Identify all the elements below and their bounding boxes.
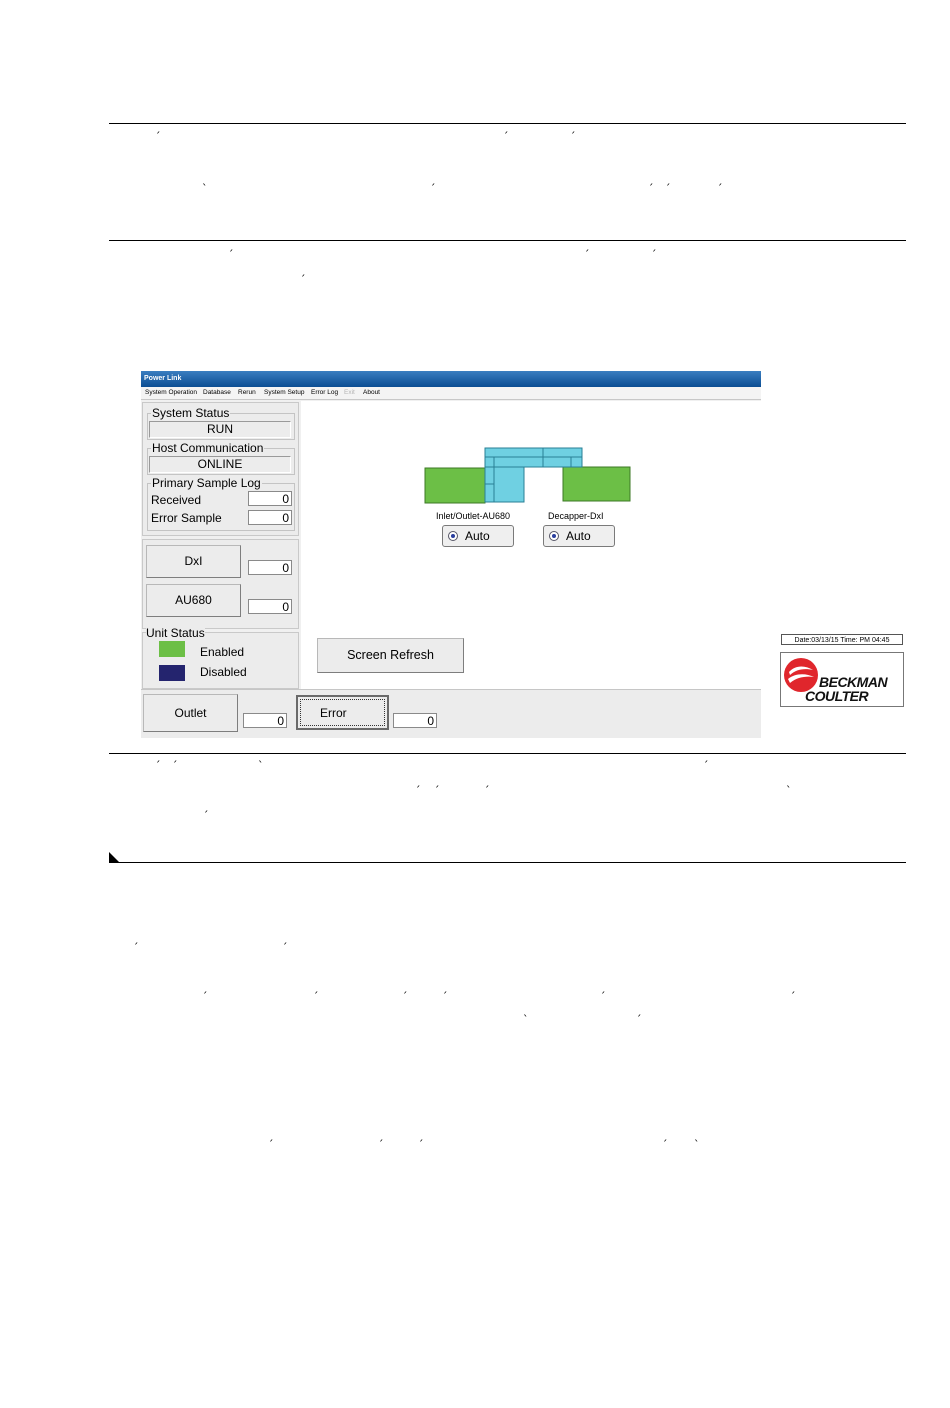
au680-button[interactable]: AU680 <box>146 584 241 617</box>
menu-exit: Exit <box>344 389 355 396</box>
tone-mark: ˋ <box>694 1138 700 1151</box>
units-panel <box>142 539 299 629</box>
error-sample-count: 0 <box>248 510 292 525</box>
inlet-mode-label: Auto <box>465 529 490 543</box>
decapper-auto-button[interactable] <box>543 525 615 547</box>
status-panel <box>142 402 299 536</box>
tone-mark: ˊ <box>172 759 178 772</box>
tone-mark: ˊ <box>378 1138 384 1151</box>
rule-line-4 <box>109 862 906 863</box>
inlet-outlet-auto-button[interactable] <box>442 525 514 547</box>
tone-mark: ˊ <box>415 784 421 797</box>
tone-mark: ˊ <box>665 182 671 195</box>
tone-mark: ˊ <box>228 248 234 261</box>
beckman-coulter-logo <box>780 652 904 707</box>
menu-bar <box>141 387 761 400</box>
tone-mark: ˊ <box>133 941 139 954</box>
tone-mark: ˊ <box>662 1138 668 1151</box>
unit-status-panel <box>142 626 299 689</box>
error-sample-label: Error Sample <box>151 511 222 525</box>
tone-mark: ˊ <box>282 941 288 954</box>
date-time-display: Date:03/13/15 Time: PM 04:45 <box>781 634 903 645</box>
inlet-radio-icon <box>448 531 458 541</box>
enabled-label: Enabled <box>200 645 245 659</box>
menu-database[interactable]: Database <box>203 389 231 396</box>
unit-status-title: Unit Status <box>146 626 205 640</box>
tone-mark: ˊ <box>600 990 606 1003</box>
tone-mark: ˋ <box>786 784 792 797</box>
tone-mark: ˊ <box>484 784 490 797</box>
error-button[interactable]: Error <box>296 695 389 730</box>
tone-mark: ˊ <box>402 990 408 1003</box>
section-corner-mark <box>109 852 120 863</box>
window-title: Power Link <box>144 375 182 382</box>
host-communication-title: Host Communication <box>152 441 264 455</box>
tone-mark: ˊ <box>442 990 448 1003</box>
logo-text-line1: BECKMAN <box>819 674 888 690</box>
tone-mark: ˊ <box>584 248 590 261</box>
tone-mark: ˊ <box>203 809 209 822</box>
tone-mark: ˊ <box>503 130 509 143</box>
system-status-value: RUN <box>149 421 291 438</box>
tone-mark: ˋ <box>523 1013 529 1026</box>
screen-refresh-button[interactable]: Screen Refresh <box>317 638 464 673</box>
tone-mark: ˊ <box>790 990 796 1003</box>
system-status-group <box>147 406 295 440</box>
tone-mark: ˋ <box>258 759 264 772</box>
decapper-module <box>563 467 630 501</box>
tone-mark: ˊ <box>434 784 440 797</box>
tone-mark: ˊ <box>268 1138 274 1151</box>
tone-mark: ˊ <box>570 130 576 143</box>
menu-error-log[interactable]: Error Log <box>311 389 339 396</box>
menu-system-setup[interactable]: System Setup <box>264 389 305 396</box>
logo-text-line2: COULTER <box>805 688 869 704</box>
tone-mark: ˊ <box>430 182 436 195</box>
tone-mark: ˊ <box>418 1138 424 1151</box>
inlet-outlet-module <box>425 468 485 503</box>
tone-mark: ˊ <box>155 130 161 143</box>
tone-mark: ˋ <box>202 182 208 195</box>
inlet-outlet-caption: Inlet/Outlet-AU680 <box>436 511 511 521</box>
tone-mark: ˊ <box>313 990 319 1003</box>
menu-about[interactable]: About <box>363 389 380 396</box>
outlet-button[interactable]: Outlet <box>143 694 238 732</box>
rule-line-2 <box>109 240 906 241</box>
menu-rerun[interactable]: Rerun <box>238 389 256 396</box>
rule-line-1 <box>109 123 906 124</box>
decapper-mode-label: Auto <box>566 529 591 543</box>
received-count: 0 <box>248 491 292 506</box>
track-diagram <box>425 446 633 506</box>
decapper-caption: Decapper-DxI <box>548 511 604 521</box>
dxi-count: 0 <box>248 560 292 575</box>
host-communication-value: ONLINE <box>149 456 291 473</box>
tone-mark: ˊ <box>717 182 723 195</box>
received-label: Received <box>151 493 202 507</box>
bottom-bar <box>141 689 761 738</box>
menu-system-operation[interactable]: System Operation <box>145 389 198 396</box>
tone-mark: ˊ <box>636 1013 642 1026</box>
tone-mark: ˊ <box>155 759 161 772</box>
tone-mark: ˊ <box>648 182 654 195</box>
tone-mark: ˊ <box>703 759 709 772</box>
power-link-window <box>141 371 890 737</box>
dxi-button[interactable]: DxI <box>146 545 241 578</box>
tone-mark: ˊ <box>300 273 306 286</box>
outlet-count: 0 <box>243 713 287 728</box>
enabled-color-swatch <box>159 641 185 657</box>
decapper-radio-icon <box>549 531 559 541</box>
tone-mark: ˊ <box>651 248 657 261</box>
primary-sample-log-title: Primary Sample Log <box>152 476 261 490</box>
disabled-color-swatch <box>159 665 185 681</box>
disabled-label: Disabled <box>200 665 247 679</box>
track-overview-area <box>301 401 890 717</box>
title-bar <box>141 371 761 387</box>
au680-count: 0 <box>248 599 292 614</box>
tone-mark: ˊ <box>202 990 208 1003</box>
system-status-title: System Status <box>152 406 230 420</box>
rule-line-3 <box>109 753 906 754</box>
host-communication-group <box>147 441 295 475</box>
error-count: 0 <box>393 713 437 728</box>
